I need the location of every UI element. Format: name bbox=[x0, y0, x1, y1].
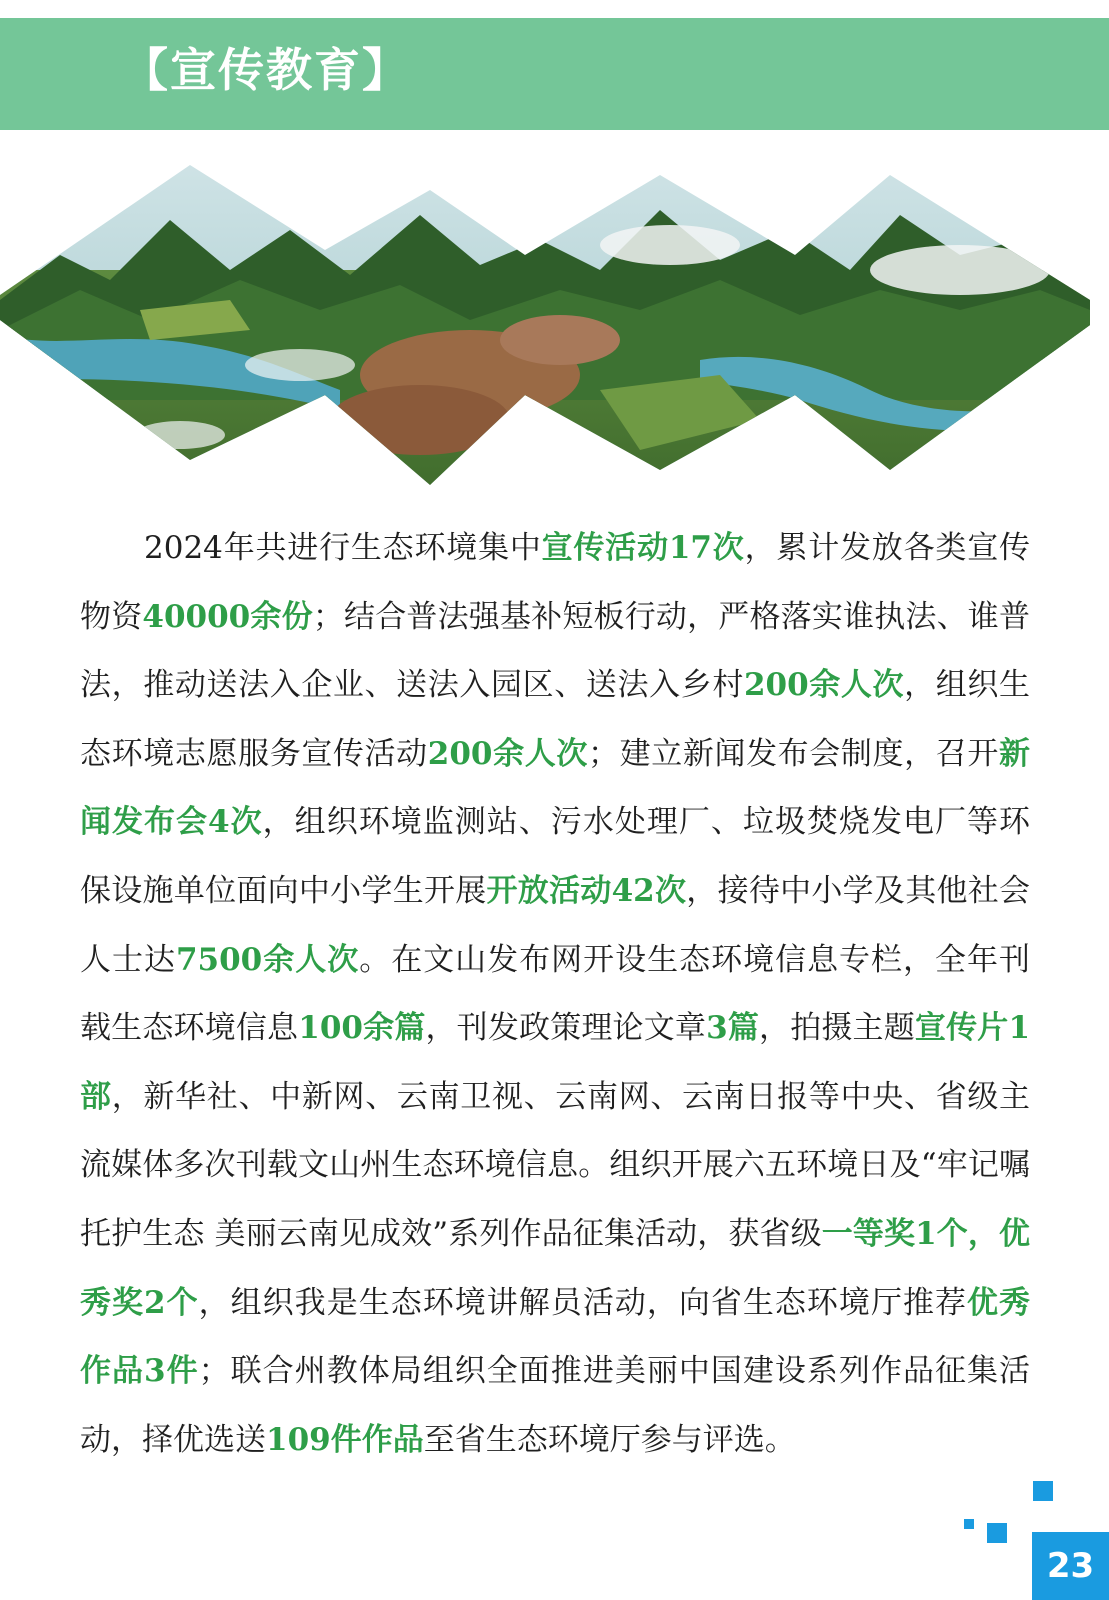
deco-square-small bbox=[964, 1519, 974, 1529]
text-run: ，拍摄主题 bbox=[759, 1010, 915, 1047]
highlight-stat: 40000余份 bbox=[142, 598, 313, 635]
deco-square-left bbox=[987, 1523, 1007, 1543]
page-number-box bbox=[1032, 1532, 1109, 1600]
text-run: 至省生态环境厅参与评选。 bbox=[423, 1421, 796, 1458]
highlight-stat: 宣传活动17次 bbox=[541, 530, 745, 566]
section-header-bar bbox=[0, 18, 1109, 130]
text-run: ，组织生态环境志愿服务宣传活动 bbox=[80, 667, 1031, 772]
text-run: ，刊发政策理论文章 bbox=[425, 1010, 707, 1047]
text-run: 2024年共进行生态环境集中 bbox=[144, 530, 542, 566]
text-run: ，组织环境监测站、污水处理厂、垃圾焚烧发电厂等环保设施单位面向中小学生开展 bbox=[80, 804, 1031, 909]
page-number: 23 bbox=[1046, 1546, 1095, 1586]
text-run: ，新华社、中新网、云南卫视、云南网、云南日报等中央、省级主流媒体多次刊载文山州生态环境信息。组织开展六五环境日及“牢记嘱托护生态 美丽云南见成效”系列作品征集活动，获省级 bbox=[80, 1078, 1031, 1252]
text-run: ，组织我是生态环境讲解员活动，向省生态环境厅推荐 bbox=[198, 1284, 967, 1321]
highlight-stat: 100余篇 bbox=[298, 1010, 426, 1047]
body-paragraph bbox=[80, 514, 1030, 1474]
text-run: ，接待中小学及其他社会人士达 bbox=[80, 872, 1031, 978]
landscape-banner-image bbox=[0, 160, 1109, 500]
highlight-stat: 一等奖1个，优秀奖2个 bbox=[80, 1215, 1030, 1321]
text-run: 。在文山发布网开设生态环境信息专栏，全年刊载生态环境信息 bbox=[80, 941, 1031, 1047]
highlight-stat: 开放活动42次 bbox=[486, 872, 687, 909]
highlight-stat: 优秀作品3件 bbox=[80, 1284, 1031, 1390]
highlight-stat: 宣传片1部 bbox=[80, 1010, 1031, 1115]
text-run: ，累计发放各类宣传物资 bbox=[80, 530, 1030, 635]
text-run: ；结合普法强基补短板行动，严格落实谁执法、谁普法，推动送法入企业、送法入园区、送法入乡村 bbox=[80, 598, 1030, 704]
highlight-stat: 200余人次 bbox=[743, 667, 905, 704]
highlight-stat: 3篇 bbox=[706, 1010, 760, 1047]
text-run: ；联合州教体局组织全面推进美丽中国建设系列作品征集活动，择优选送 bbox=[80, 1353, 1031, 1458]
text-run: ；建立新闻发布会制度，召开 bbox=[587, 735, 1000, 772]
highlight-stat: 新闻发布会4次 bbox=[80, 735, 1031, 841]
highlight-stat: 200余人次 bbox=[427, 735, 588, 772]
section-title: 【宣传教育】 bbox=[122, 43, 410, 97]
deco-square-top bbox=[1033, 1481, 1053, 1501]
highlight-stat: 7500余人次 bbox=[175, 941, 360, 978]
highlight-stat: 109件作品 bbox=[266, 1421, 424, 1458]
